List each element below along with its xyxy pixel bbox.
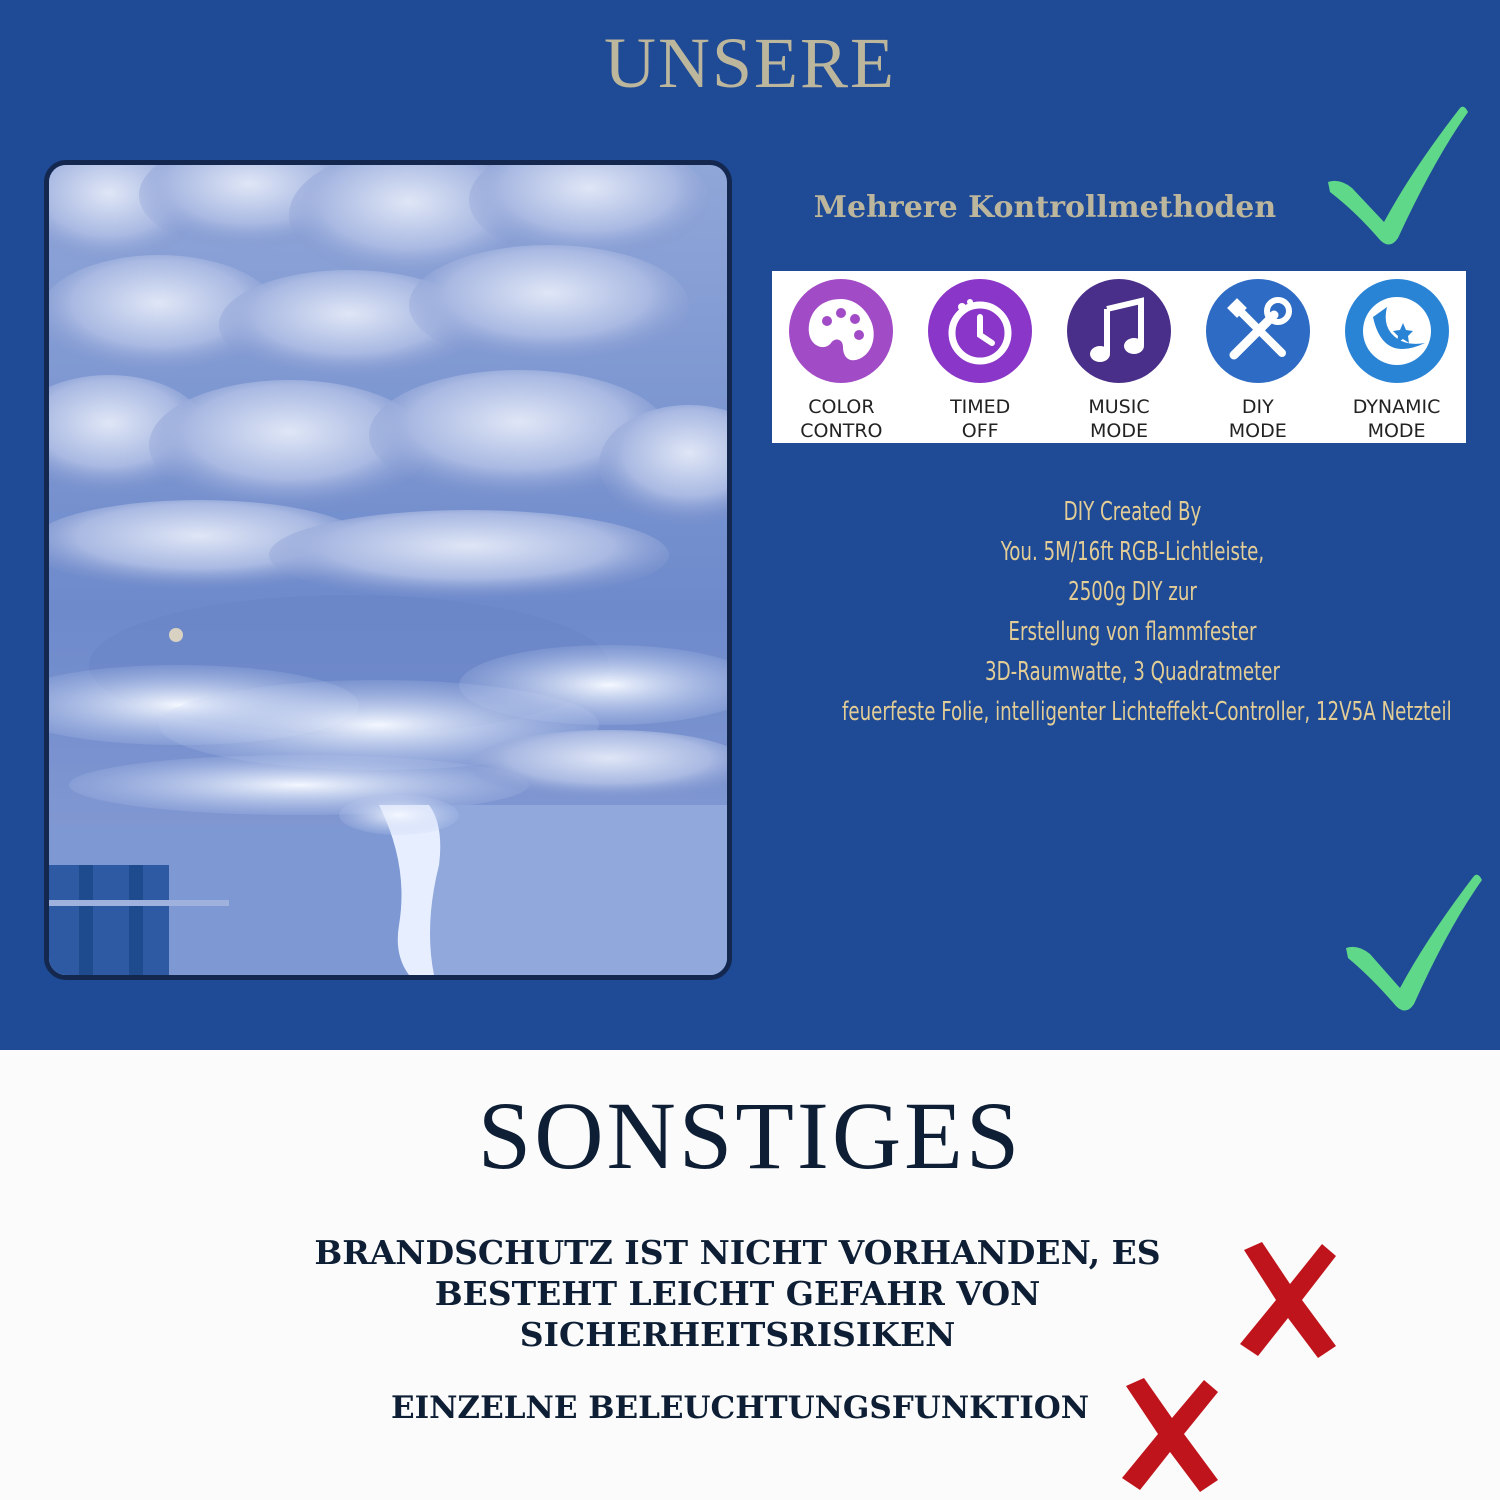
mode-diy [1193,277,1323,443]
cross-icon [1118,1376,1222,1494]
dynamic-icon [1343,277,1451,385]
description-line: 3D-Raumwatte, 3 Quadratmeter [984,657,1281,687]
timer-icon [926,277,1034,385]
mode-diy-label: DIY MODE [1228,396,1287,442]
mode-dynamic [1332,277,1462,443]
description-line: DIY Created By [1063,497,1202,527]
check-icon [1340,868,1486,1014]
mode-timed-off [915,277,1045,443]
disadvantage-line: BESTEHT LEICHT GEFAHR VON [434,1274,1041,1313]
disadvantage-line: SICHERHEITSRISIKEN [519,1315,956,1354]
mode-color-control [776,277,906,443]
description-line: You. 5M/16ft RGB-Lichtleiste, [1000,537,1265,567]
product-description [841,492,1452,732]
description-line: 2500g DIY zur [1068,577,1197,607]
disadvantage-fire-protection [310,1232,1165,1355]
description-line: feuerfeste Folie, intelligenter Lichteffekt-Controller, 12V5A Netzteil [841,697,1452,727]
control-modes-strip [772,271,1466,443]
disadvantage-single-lighting: EINZELNE BELEUCHTUNGSFUNKTION [390,1390,1090,1426]
mode-music [1054,277,1184,443]
mode-timed-label: TIMED OFF [950,396,1011,442]
cross-icon [1236,1240,1340,1360]
music-note-icon [1065,277,1173,385]
mode-dynamic-label: DYNAMIC MODE [1352,396,1441,442]
tools-icon [1204,277,1312,385]
cloud-ceiling-photo [44,160,732,980]
check-icon [1322,100,1472,248]
mode-music-label: MUSIC MODE [1088,396,1150,442]
palette-icon [787,277,895,385]
section-title-sonstiges: SONSTIGES [477,1082,1023,1189]
advantages-heading: Mehrere Kontrollmethoden [813,190,1277,225]
disadvantage-line: BRANDSCHUTZ IST NICHT VORHANDEN, ES [314,1233,1161,1272]
page-title-unsere: UNSERE [603,23,897,103]
mode-color-label: COLOR CONTRO [800,396,883,442]
description-line: Erstellung von flammfester [1008,617,1257,647]
